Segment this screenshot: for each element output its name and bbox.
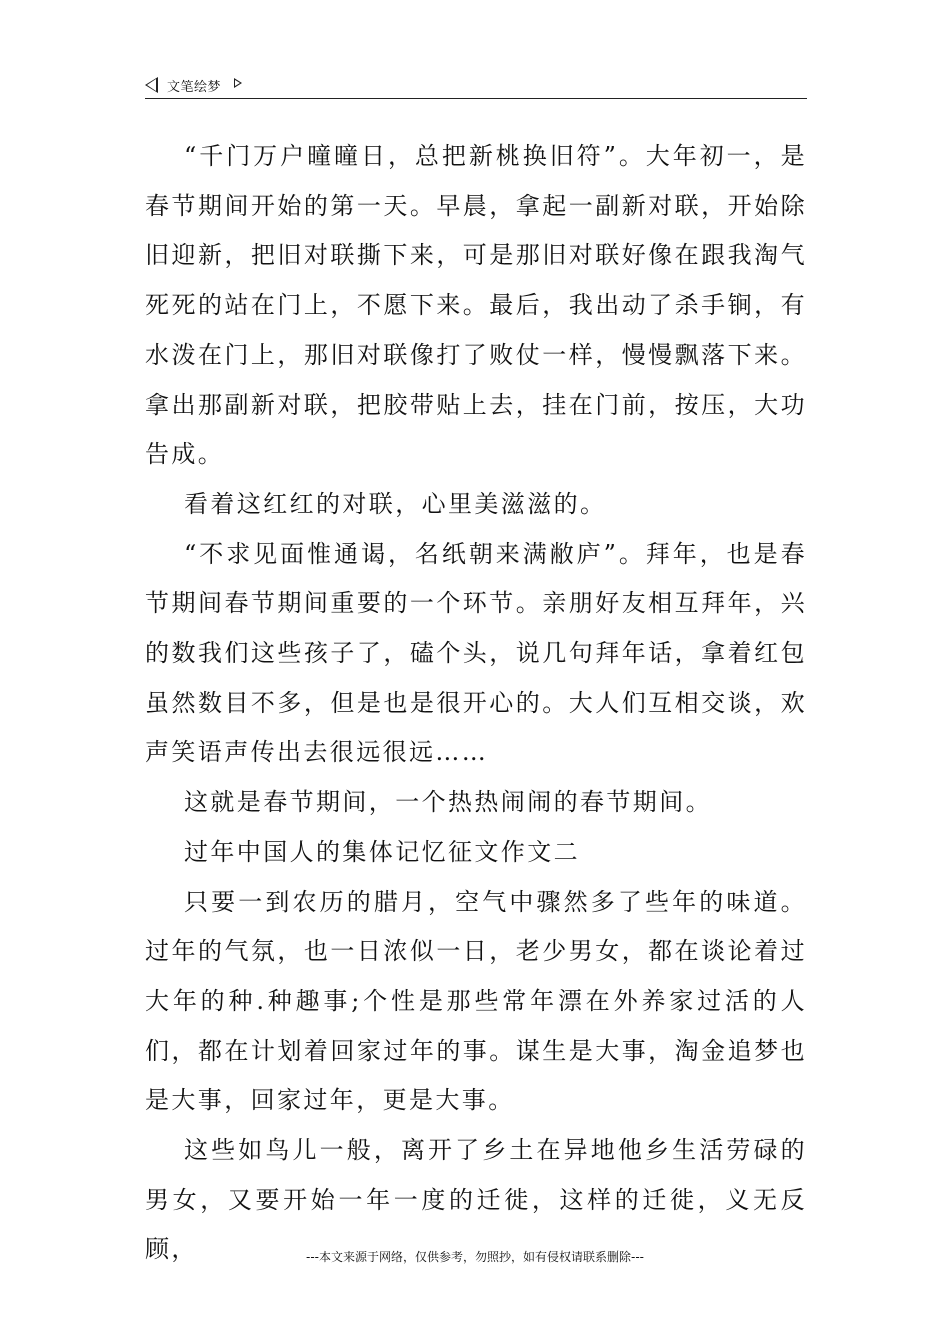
section-heading: 过年中国人的集体记忆征文作文二 <box>184 837 580 866</box>
paragraph-6: 这些如鸟儿一般，离开了乡土在异地他乡生活劳碌的男女，又要开始一年一度的迁徙，这样的迁徙，义无反顾， <box>145 1136 807 1264</box>
footer-disclaimer: ---本文来源于网络，仅供参考，勿照抄，如有侵权请联系删除--- <box>306 1250 644 1264</box>
paragraph-4: 这就是春节期间，一个热热闹闹的春节期间。 <box>184 788 712 817</box>
paragraph-2: 看着这红红的对联，心里美滋滋的。 <box>184 489 607 518</box>
page-header <box>145 74 807 99</box>
paragraph-1: “千门万户曈曈日，总把新桃换旧符”。大年初一，是春节期间开始的第一天。早晨，拿起一副新对联，开始除旧迎新，把旧对联撕下来，可是那旧对联好像在跟我淘气死死的站在门上，不愿下来。最后，我出动了杀手锏，有水泼在门上，那旧对联像打了败仗一样，慢慢飘落下来。拿出那副新对联，把胶带贴上去，挂在门前，按压，大功告成。 <box>145 142 807 469</box>
left-triangle-icon <box>145 77 158 93</box>
paragraph-5: 只要一到农历的腊月，空气中骤然多了些年的味道。过年的气氛，也一日浓似一日，老少男女，都在谈论着过大年的种.种趣事;个性是那些常年漂在外养家过活的人们，都在计划着回家过年的事。谋生是大事，淘金追梦也是大事，回家过年，更是大事。 <box>145 887 807 1115</box>
paragraph-3: “不求见面惟通谒，名纸朝来满敝庐”。拜年，也是春节期间春节期间重要的一个环节。亲朋好友相互拜年，兴的数我们这些孩子了，磕个头，说几句拜年话，拿着红包虽然数目不多，但是也是很开心的。大人们互相交谈，欢声笑语声传出去很远很远…… <box>145 539 807 767</box>
article-body <box>145 132 807 1275</box>
right-triangle-icon <box>234 78 242 88</box>
header-brand: 文笔绘梦 <box>167 80 222 95</box>
